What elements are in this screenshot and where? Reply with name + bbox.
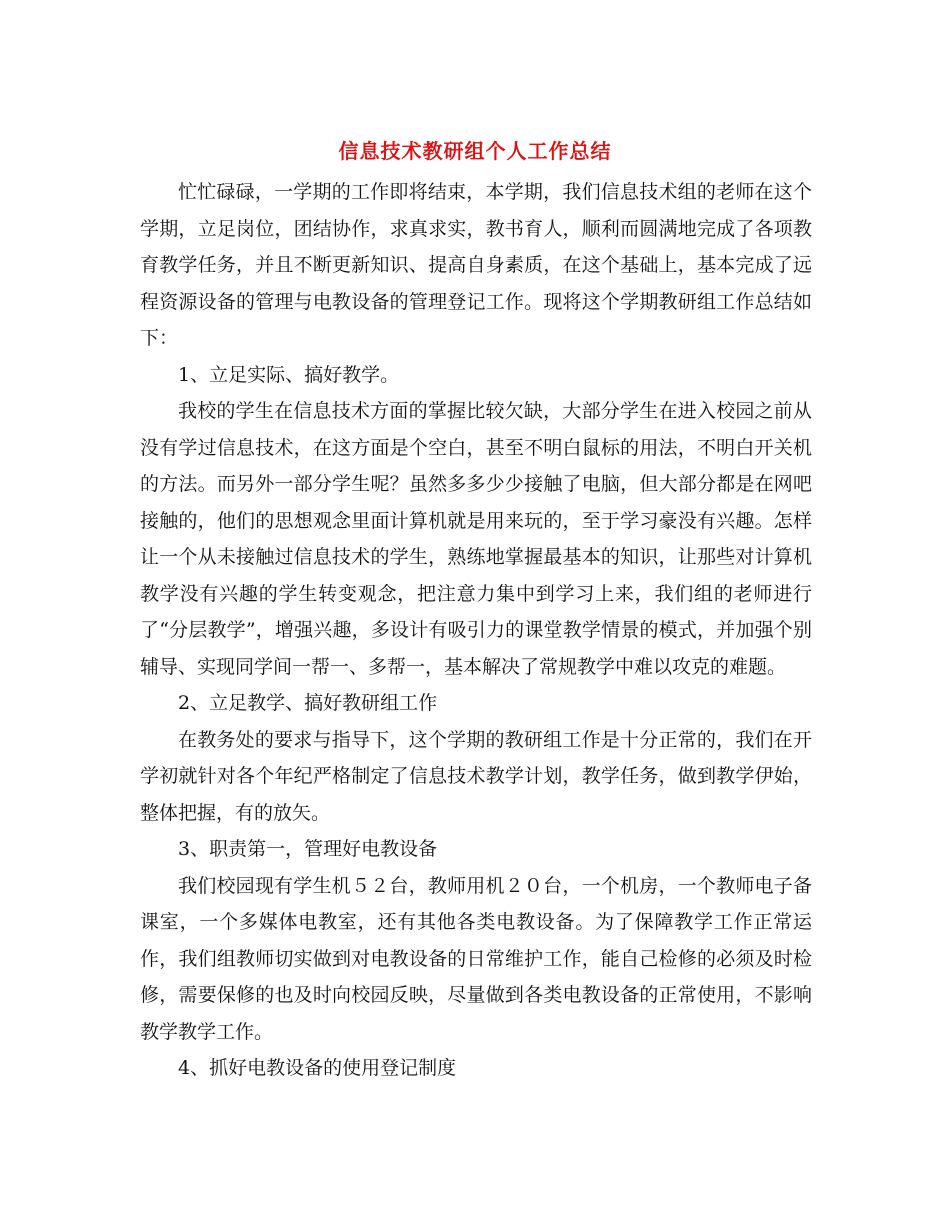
section-2-paragraph: 在教务处的要求与指导下，这个学期的教研组工作是十分正常的，我们在开学初就针对各个年纪严格制定了信息技术教学计划，教学任务，做到教学伊始，整体把握，有的放矢。 [140, 728, 812, 824]
document-body [140, 174, 812, 1087]
intro-paragraph: 忙忙碌碌，一学期的工作即将结束，本学期，我们信息技术组的老师在这个学期，立足岗位，团结协作，求真求实，教书育人，顺利而圆满地完成了各项教育教学任务，并且不断更新知识、提高自身素质，在这个基础上，基本完成了远程资源设备的管理与电教设备的管理登记工作。现将这个学期教研组工作总结如下： [140, 181, 812, 349]
section-heading-1: 1、立足实际、搞好教学。 [178, 363, 400, 386]
section-heading-3: 3、职责第一，管理好电教设备 [178, 838, 438, 860]
document-title: 信息技术教研组个人工作总结 [338, 139, 612, 163]
section-heading-2: 2、立足教学、搞好教研组工作 [178, 692, 438, 714]
section-heading-4: 4、抓好电教设备的使用登记制度 [178, 1057, 457, 1079]
section-3-paragraph: 我们校园现有学生机５２台，教师用机２０台，一个机房，一个教师电子备课室，一个多媒体电教室，还有其他各类电教设备。为了保障教学工作正常运作，我们组教师切实做到对电教设备的日常维护工作，能自己检修的必须及时检修，需要保修的也及时向校园反映，尽量做到各类电教设备的正常使用，不影响教学教学工作。 [140, 874, 812, 1043]
section-1-paragraph: 我校的学生在信息技术方面的掌握比较欠缺，大部分学生在进入校园之前从没有学过信息技术，在这方面是个空白，甚至不明白鼠标的用法，不明白开关机的方法。而另外一部分学生呢？虽然多多少少接触了电脑，但大部分都是在网吧接触的，他们的思想观念里面计算机就是用来玩的，至于学习豪没有兴趣。怎样让一个从未接触过信息技术的学生，熟练地掌握最基本的知识，让那些对计算机教学没有兴趣的学生转变观念，把注意力集中到学习上来，我们组的老师进行了“分层教学”，增强兴趣，多设计有吸引力的课堂教学情景的模式，并加强个别辅导、实现同学间一帮一、多帮一，基本解决了常规教学中难以攻克的难题。 [140, 400, 812, 678]
